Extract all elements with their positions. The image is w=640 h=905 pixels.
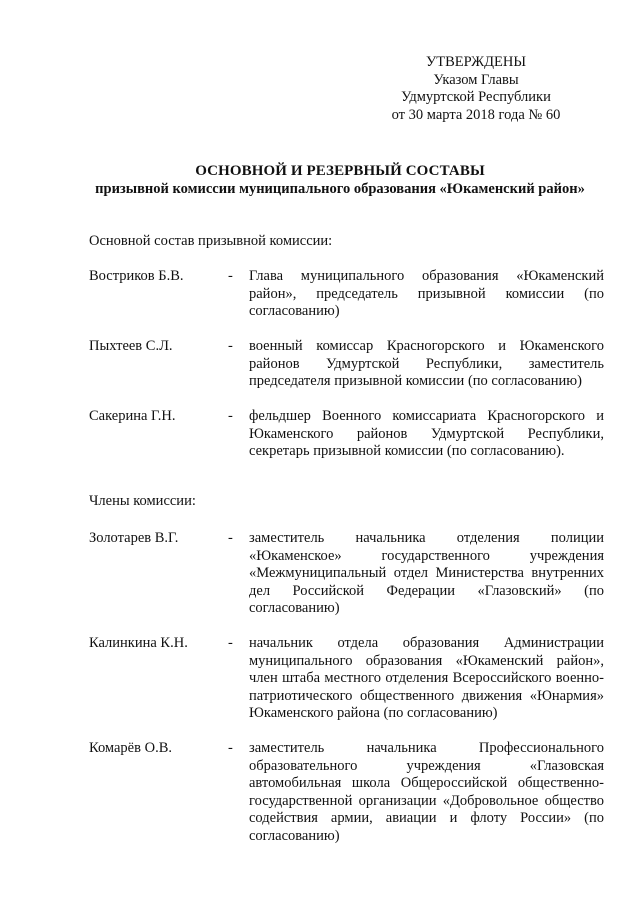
member-description: фельдшер Военного комиссариата Красногорского и Юкаменского районов Удмуртской Республики, секретарь призывной комиссии (по согласованию).: [249, 408, 604, 459]
member-description: военный комиссар Красногорского и Юкаменского районов Удмуртской Республики, заместитель председателя призывной комиссии (по согласованию): [249, 338, 604, 389]
member-description: заместитель начальника Профессионального образовательного учреждения «Глазовская автомобильная школа Общероссийской общественно-государственной организации «Добровольное общество содействия армии, авиации и флоту России» (по согласованию): [249, 740, 604, 844]
approval-line-decree: Указом Главы: [433, 71, 519, 88]
member-name: Востриков Б.В.: [89, 268, 184, 284]
member-name: Комарёв О.В.: [89, 740, 172, 756]
member-dash: -: [228, 268, 233, 284]
member-name: Пыхтеев С.Л.: [89, 338, 173, 354]
member-name: Калинкина К.Н.: [89, 635, 188, 651]
approval-line-date: от 30 марта 2018 года № 60: [391, 106, 561, 123]
member-name: Сакерина Г.Н.: [89, 408, 176, 424]
member-dash: -: [228, 635, 233, 651]
title-sub: призывной комиссии муниципального образования «Юкаменский район»: [95, 180, 585, 197]
approval-line-approved: УТВЕРЖДЕНЫ: [425, 54, 527, 70]
members-section-heading: Члены комиссии:: [89, 493, 196, 509]
member-dash: -: [228, 338, 233, 354]
main-section-heading: Основной состав призывной комиссии:: [89, 233, 333, 249]
title-main: ОСНОВНОЙ И РЕЗЕРВНЫЙ СОСТАВЫ: [195, 163, 485, 179]
member-description: заместитель начальника отделения полиции «Юкаменское» государственного учреждения «Межмуниципальный отдел Министерства внутренних дел Российской Федерации «Глазовский» (по согласованию): [249, 530, 604, 616]
member-name: Золотарев В.Г.: [89, 530, 179, 546]
member-dash: -: [228, 408, 233, 424]
approval-block: [376, 54, 576, 124]
member-dash: -: [228, 740, 233, 756]
member-dash: -: [228, 530, 233, 546]
member-description: Глава муниципального образования «Юкаменский район», председатель призывной комиссии (по согласованию): [249, 268, 604, 319]
member-description: начальник отдела образования Администрации муниципального образования «Юкаменский район», член штаба местного отделения Всероссийского военно-патриотического общественного движения «Юнармия» Юкаменского района (по согласованию): [249, 635, 604, 721]
approval-line-republic: Удмуртской Республики: [401, 89, 551, 105]
document-title: [60, 163, 620, 198]
